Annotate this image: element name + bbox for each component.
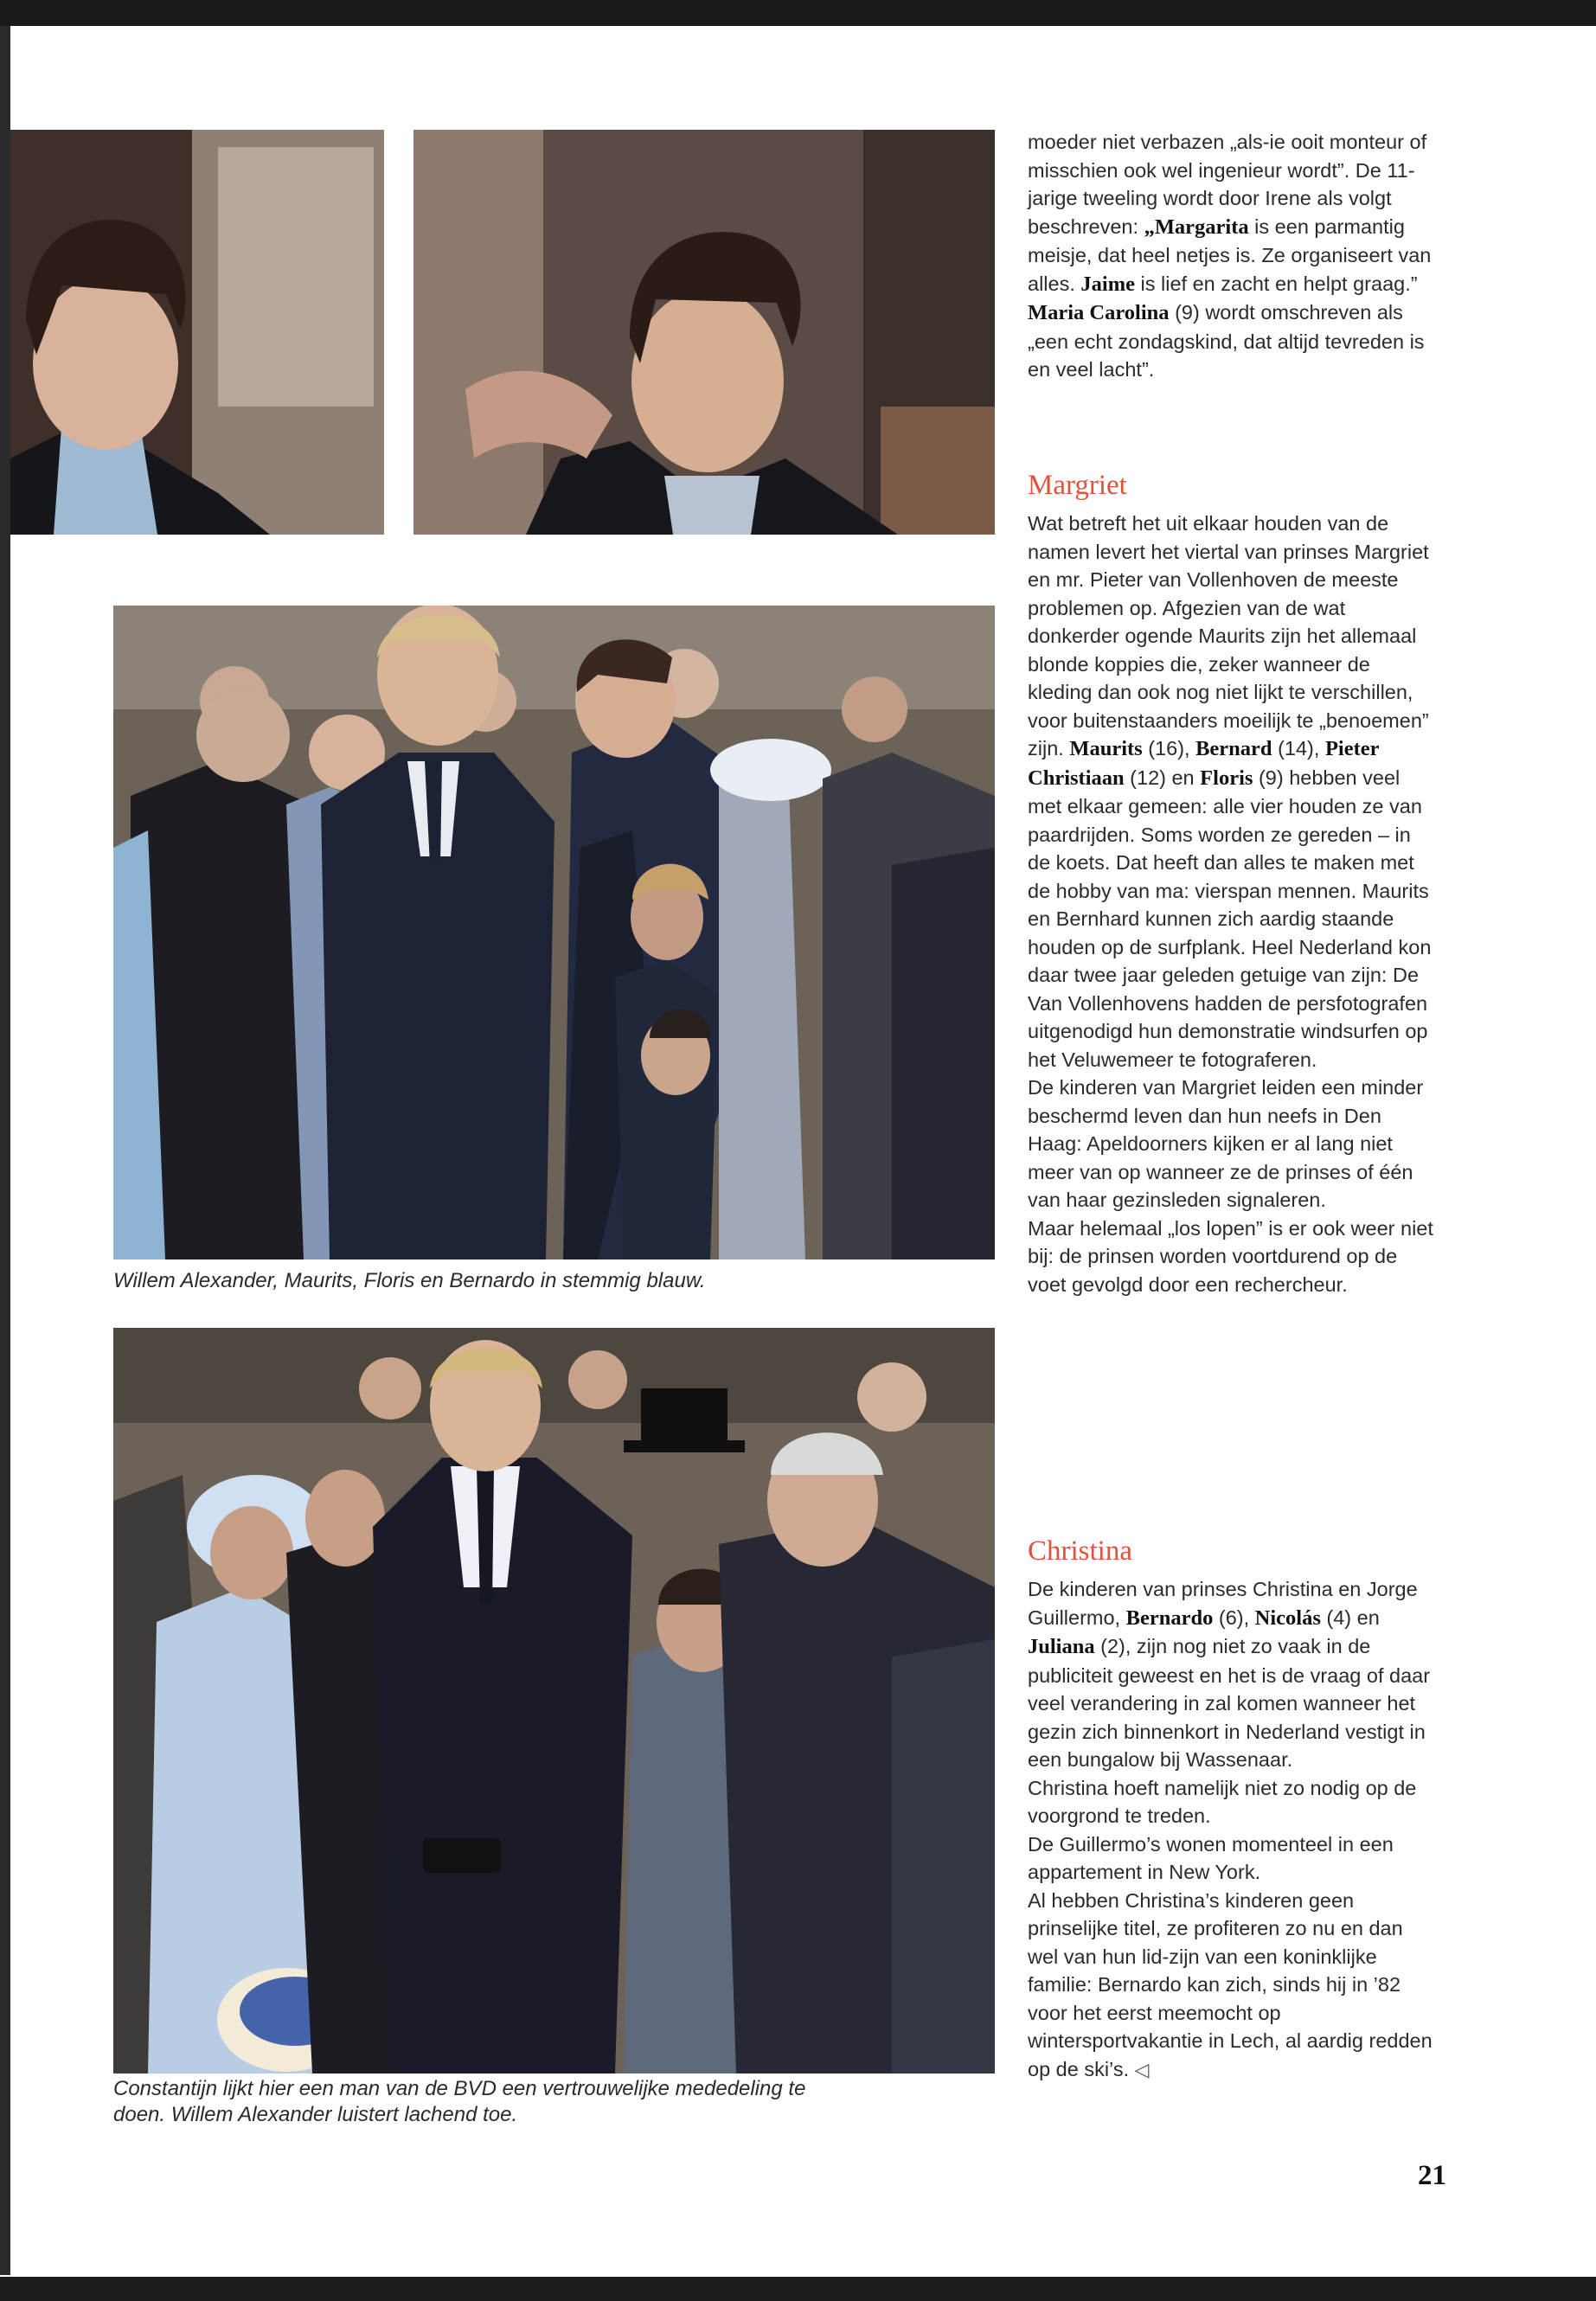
photo-group-bottom <box>113 1328 995 2073</box>
page-number: 21 <box>1418 2160 1446 2191</box>
section-heading-margriet: Margriet <box>1028 470 1127 501</box>
name-floris: Floris <box>1200 766 1253 790</box>
photo-boy-right <box>413 130 995 535</box>
caption-bottom-line-1: Constantijn lijkt hier een man van de BVD een vertrouwelijke mededeling te <box>113 2077 806 2100</box>
article-column-margriet <box>1028 468 1434 1298</box>
scan-border-top <box>0 0 1596 26</box>
paragraph-margriet-protection: De kinderen van Margriet leiden een minder beschermd leven dan hun neefs in Den Haag: Apeldoorners kijken er al lang niet meer van op wanneer ze de prinses of één van haar gezinsleden signaleren. <box>1028 1076 1424 1211</box>
paragraph-margriet-detective: Maar helemaal „los lopen” is er ook weer niet bij: de prinsen worden voortdurend op de voet gevolgd door een rechercheur. <box>1028 1216 1433 1296</box>
name-maurits: Maurits <box>1069 737 1143 760</box>
scan-border-bottom <box>0 2277 1596 2301</box>
paragraph-margriet-children: Wat betreft het uit elkaar houden van de namen levert het viertal van prinses Margriet en mr. Pieter van Vollenhoven de meeste problemen op. Afgezien van de wat donkerder ogende Maurits zijn het allemaal blonde koppies die, zeker wanneer de kleding dan ook nog niet lijkt te verschillen, voor buitenstaanders moeilijk te „benoemen” zijn. Maurits (16), Bernard (14), Pieter Christiaan (12) en Floris (9) hebben veel met elkaar gemeen: alle vier houden ze van paardrijden. Soms worden ze gereden – in de koets. Dat heeft dan alles te maken met de hobby van ma: vierspan mennen. Maurits en Bernhard kunnen zich aardig staande houden op de surfplank. Heel Nederland kon daar twee jaar geleden getuige van zijn: De Van Vollenhovens hadden de persfotografen uitgenodigd hun demonstratie windsurfen op het Veluwemeer te fotograferen. <box>1028 512 1432 1071</box>
name-nicolas: Nicolás <box>1254 1606 1321 1630</box>
photo-group-middle <box>113 606 995 1259</box>
caption-middle-photo: Willem Alexander, Maurits, Floris en Bernardo in stemmig blauw. <box>113 1269 706 1292</box>
name-margarita: „Margarita <box>1144 215 1249 239</box>
scan-border-left <box>0 26 10 2275</box>
name-bernardo: Bernardo <box>1125 1606 1214 1630</box>
paragraph-irene-children: moeder niet verbazen „als-ie ooit monteur of misschien ook wel ingenieur wordt”. De 11-jarige tweeling wordt door Irene als volgt beschreven: „Margarita is een parmantig meisje, dat heel netjes is. Ze organiseert van alles. Jaime is lief en zacht en helpt graag.” Maria Carolina (9) wordt omschreven als „een echt zondagskind, dat altijd tevreden is en veel lacht”. <box>1028 131 1432 381</box>
paragraph-christina-new-york: De Guillermo’s wonen momenteel in een appartement in New York. <box>1028 1832 1394 1883</box>
paragraph-christina-ski: Al hebben Christina’s kinderen geen prinselijke titel, ze profiteren zo nu en dan wel van hun lid-zijn van een koninklijke familie: Bernardo kan zich, sinds hij in ’82 voor het eerst meemocht op wintersportvakantie in Lech, al aardig redden op de ski’s. ◁ <box>1028 1888 1433 2080</box>
article-column-christina <box>1028 1534 1434 2084</box>
name-maria-carolina: Maria Carolina <box>1028 301 1170 324</box>
paragraph-christina-children: De kinderen van prinses Christina en Jorge Guillermo, Bernardo (6), Nicolás (4) en Juliana (2), zijn nog niet zo vaak in de publiciteit geweest en het is de vraag of daar veel verandering in zal komen wanneer het gezin zich binnenkort in Nederland vestigt in een bungalow bij Wassenaar. <box>1028 1578 1431 1771</box>
article-column-top <box>1028 128 1434 384</box>
name-jaime: Jaime <box>1080 272 1135 296</box>
name-pieter-christiaan: Pieter Christiaan <box>1028 737 1380 790</box>
caption-bottom-photo <box>113 2076 995 2128</box>
caption-bottom-line-2: doen. Willem Alexander luistert lachend toe. <box>113 2103 518 2126</box>
name-juliana: Juliana <box>1028 1635 1095 1658</box>
paragraph-christina-foreground: Christina hoeft namelijk niet zo nodig op de voorgrond te treden. <box>1028 1776 1417 1827</box>
section-heading-christina: Christina <box>1028 1535 1132 1567</box>
photo-boy-left <box>10 130 384 535</box>
name-bernard: Bernard <box>1195 737 1272 760</box>
end-of-article-mark: ◁ <box>1134 2058 1150 2080</box>
